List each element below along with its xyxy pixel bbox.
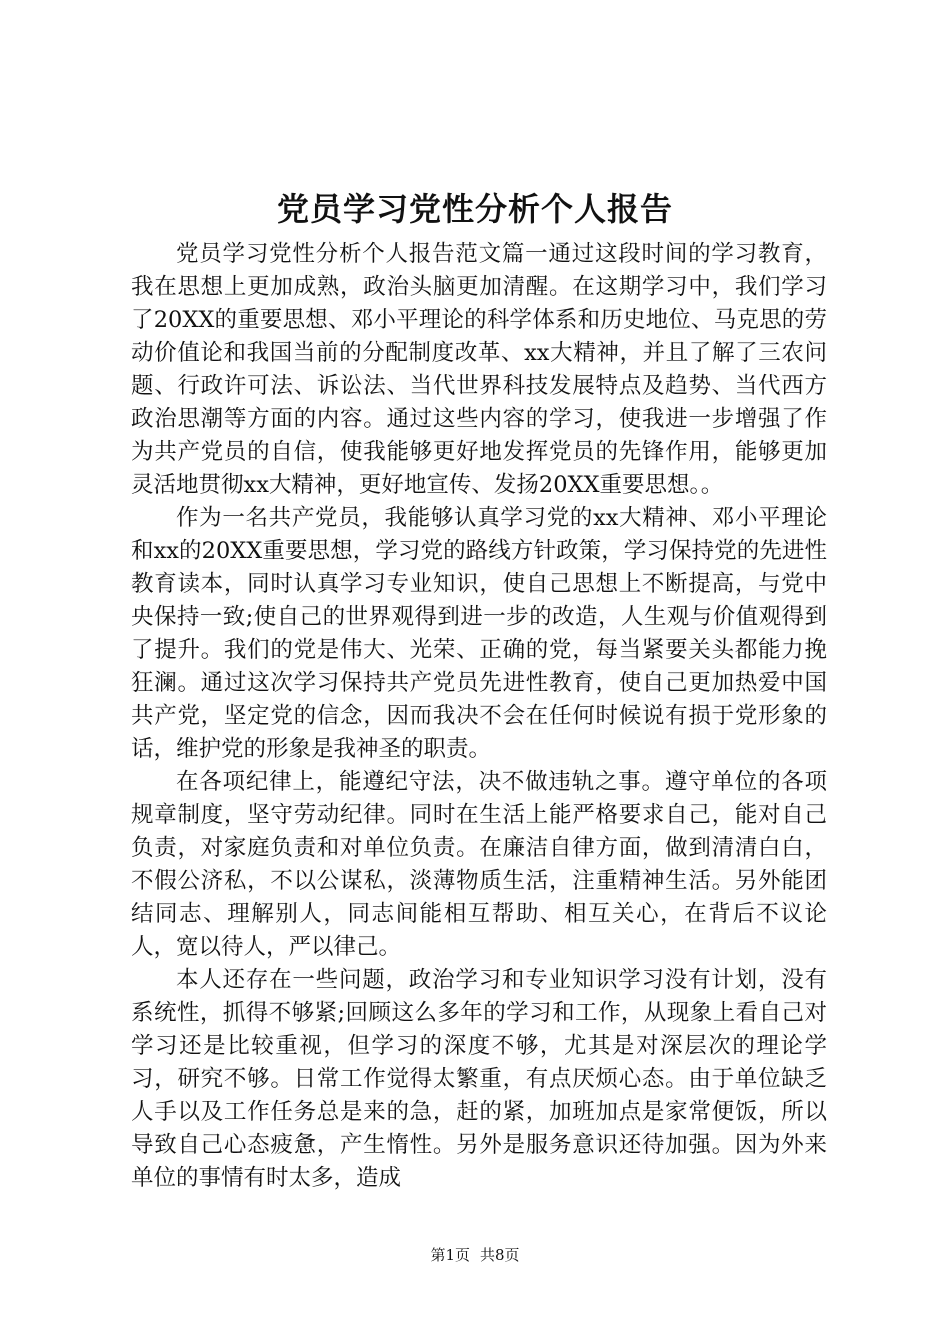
paragraph-4: 本人还存在一些问题，政治学习和专业知识学习没有计划，没有系统性，抓得不够紧;回顾这么多年的学习和工作，从现象上看自己对学习还是比较重视，但学习的深度不够，尤其是对深层次的理论学习，研究不够。日常工作觉得太繁重，有点厌烦心态。由于单位缺乏人手以及工作任务总是来的急，赶的紧，加班加点是家常便饭，所以导致自己心态疲惫，产生惰性。另外是服务意识还待加强。因为外来单位的事情有时太多，造成 — [131, 967, 827, 1191]
document-title: 党员学习党性分析个人报告 — [276, 190, 673, 228]
page-footer — [0, 1244, 950, 1266]
page-number-total: 共8页 — [480, 1246, 520, 1264]
paragraph-1: 党员学习党性分析个人报告范文篇一通过这段时间的学习教育，我在思想上更加成熟，政治头脑更加清醒。在这期学习中，我们学习了20XX的重要思想、邓小平理论的科学体系和历史地位、马克思的劳动价值论和我国当前的分配制度改革、xx大精神，并且了解了三农问题、行政许可法、诉讼法、当代世界科技发展特点及趋势、当代西方政治思潮等方面的内容。通过这些内容的学习，使我进一步增强了作为共产党员的自信，使我能够更好地发挥党员的先锋作用，能够更加灵活地贯彻xx大精神，更好地宣传、发扬20XX重要思想。。 — [131, 241, 827, 498]
paragraph-2: 作为一名共产党员，我能够认真学习党的xx大精神、邓小平理论和xx的20XX重要思想，学习党的路线方针政策，学习保持党的先进性教育读本，同时认真学习专业知识，使自己思想上不断提高，与党中央保持一致;使自己的世界观得到进一步的改造，人生观与价值观得到了提升。我们的党是伟大、光荣、正确的党，每当紧要关头都能力挽狂澜。通过这次学习保持共产党员先进性教育，使自己更加热爱中国共产党，坚定党的信念，因而我决不会在任何时候说有损于党形象的话，维护党的形象是我神圣的职责。 — [131, 505, 827, 762]
document-body — [131, 238, 827, 1195]
paragraph-3: 在各项纪律上，能遵纪守法，决不做违轨之事。遵守单位的各项规章制度，坚守劳动纪律。同时在生活上能严格要求自己，能对自己负责，对家庭负责和对单位负责。在廉洁自律方面，做到清清白白，不假公济私，不以公谋私，淡薄物质生活，注重精神生活。另外能团结同志、理解别人，同志间能相互帮助、相互关心，在背后不议论人，宽以待人，严以律己。 — [131, 769, 827, 960]
page-number-current: 第1页 — [430, 1246, 470, 1264]
